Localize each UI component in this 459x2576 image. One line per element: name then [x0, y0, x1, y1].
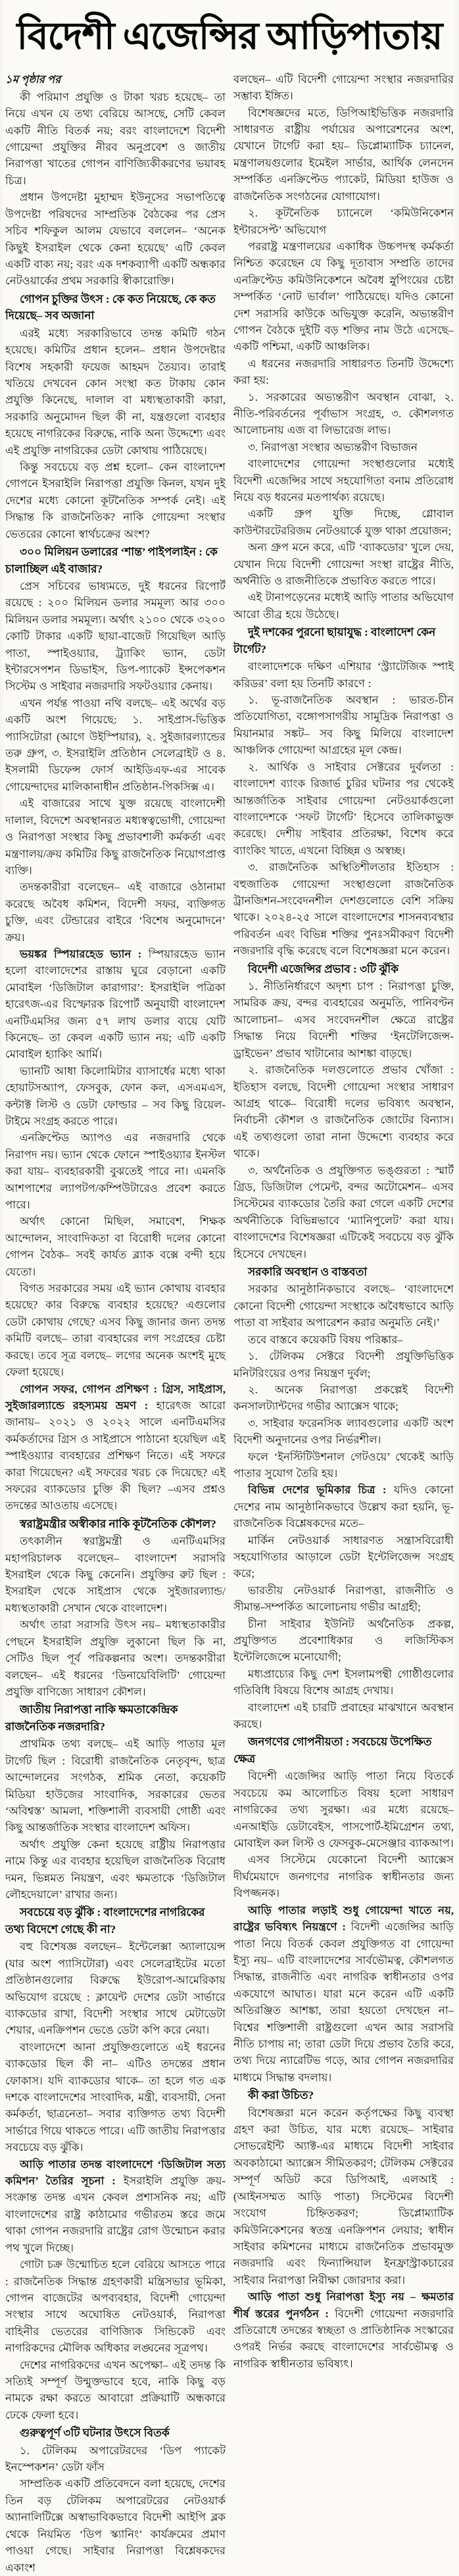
paragraph: ফলে ‘ইনস্টিটিউশনাল গেটওয়ে’ থেকেই আড়ি পাতার সুযোগ তৈরি হয়।: [233, 1450, 454, 1480]
paragraph: ২. রাজনৈতিক দলগুলোতে প্রভাব খোঁজা : ইতিহাস বলছে, বিদেশী গোয়েন্দা সংস্থার সাধারণ আগ্রহ থাকে– বিরোধী দলের ভবিষ্যৎ অবস্থান, নির্বাচনী কৌশল ও রাজনৈতিক জোটের বিন্যাস। এই তথ্যগুলো তারা নানা উদ্দেশ্যে ব্যবহার করে থাকে।: [233, 1064, 454, 1160]
paragraph: পররাষ্ট্র মন্ত্রণালয়ের একাধিক উচ্চপদস্থ কর্মকর্তা নিশ্চিত করেছেন যে কিছু দূতাবাস সম্প্রতি তাদের এনক্রিপ্টেড কমিউনিকেশনে অবৈধ স্নুপিংয়ের চেষ্টা সম্পর্কিত ‘নোট ভার্বাল’ পাঠিয়েছে। যদিও কোনো দেশ সরাসরি কাউকে অভিযুক্ত করেনি, অভ্যন্তরীণ গোপন বৈঠকে দুইটি বড় শক্তির নাম উঠে এসেছে– একটি পশ্চিমা, একটি আঞ্চলিক।: [233, 240, 454, 353]
paragraph: ভারতীয় নেটওয়ার্ক নিরাপত্তা, রাজনীতি ও সীমান্ত-সম্পর্কিত আলোচনায় গভীর আগ্রহী;: [233, 1584, 454, 1614]
paragraph: [233, 1902, 454, 2086]
run-in-head: বিভিন্ন দেশের ভূমিকার চিত্র :: [248, 1483, 394, 1497]
masthead: [0, 0, 459, 66]
paragraph: বিশেষজ্ঞদের মতে, ডিপিআইভিত্তিক নজরদারি সাধারণত রাষ্ট্রীয় পর্যায়ের অপারেশনের অংশ, যেখানে টার্গেট করা হয়– ডিপ্লোম্যাটিক চ্যানেল, মন্ত্রণালয়গুলোর ইমেইল সার্ভার, আর্থিক লেনদেন সম্পর্কিত এনক্রিপ্টেড প্যাকেট, মিডিয়া হাউজ ও রাজনৈতিক সংগঠনের যোগাযোগ।: [233, 106, 454, 203]
paragraph: সাম্প্রতিক একটি প্রতিবেদনে বলা হয়েছে, দেশের তিন বড় টেলিকম অপারেটরের নেটওয়ার্ক অ্যানালিটিক্সে অস্বাভাবিকভাবে বিদেশী আইপি ব্লক থেকে নিয়মিত ‘ডিপ স্ক্যানিং’ কার্যক্রমের প্রমাণ পাওয়া গেছে। সাইবার নিরাপত্তা বিশ্লেষকদের একাংশ: [5, 2477, 226, 2574]
paragraph: ১. টেলিকম সেক্টরে বিদেশী প্রযুক্তিভিত্তিক মনিটরিংয়ের ওপর নিয়ন্ত্রণ দুর্বল;: [233, 1350, 454, 1379]
section-subheading: গোপন চুক্তির উৎস : কে কত নিয়েছে, কে কত দিয়েছে– সব অজানা: [5, 292, 216, 322]
column-right: [233, 71, 454, 2372]
run-in-head: আড়ি পাতার লড়াই শুধু গোয়েন্দা খাতে নয়, রাষ্ট্রের ভবিষ্যৎ নিয়ন্ত্রণে :: [233, 1903, 454, 1934]
paragraph: দেশের নাগরিকদের এখন অপেক্ষা– এই তদন্ত কি সত্যিই সম্পূর্ণ উন্মুক্তভাবে হবে, নাকি কিছু বড় নামকে রক্ষা করতে আবারো প্রক্রিয়াটি অন্ধকারে ঢেকে ফেলা হবে।: [5, 2358, 226, 2421]
paragraph-text: ইসরাইলি প্রযুক্তি ক্রয়-সংক্রান্ত তদন্ত এখন কেবল প্রশাসনিক নয়; এটি বাংলাদেশের রাষ্ট্র কাঠামোর গভীরতম স্তরে জমে থাকা গোপন নজরদারি রাষ্ট্রের রোগ উন্মোচন করার পথ খুলে দিচ্ছে।: [5, 2175, 226, 2254]
paragraph: অর্থাৎ তারা সরাসরি উৎস নয়– মধ্যস্থতাকারীর পেছনে ইসরাইলি প্রযুক্তি লুকানো ছিল কি না, সেটিও ছিল পূর্ব পরিকল্পনার অংশ। তদন্তকারীরা বলছেন– এই ধরনের ‘ডিনায়েবিলিটি’ গোয়েন্দা প্রযুক্তি বাণিজ্যে সাধারণ কৌশল।: [5, 1618, 226, 1698]
paragraph: তৎকালীন স্বরাষ্ট্রমন্ত্রী ও এনটিএমসির মহাপরিচালক বলেছেন– বাংলাদেশ সরাসরি ইসরাইল থেকে কিছু কেনেনি। প্রযুক্তির রুট ছিল : ইসরাইল থেকে সাইপ্রাস থেকে সুইজারল্যান্ড/মধ্যস্থতাকারী সেখান থেকে বাংলাদেশ।: [5, 1535, 226, 1614]
paragraph: মধ্যপ্রাচ্যের কিছু দেশ ইসলামপন্থী গোষ্ঠীগুলোর গতিবিধি বিষয়ে বিশেষ আগ্রহ দেখায়।: [233, 1667, 454, 1697]
paragraph-text: বিদেশী এজেন্সির আড়ি পাতা নিয়ে বিতর্ক কেবল প্রযুক্তিগত বা গোয়েন্দা ইস্যু নয়– এটি বাংলাদেশের সার্বভৌমত্ব, কৌশলগত সিদ্ধান্ত, রাজনীতি এবং নাগরিক স্বাধীনতার ওপর একযোগে আঘাত। যারা মনে করেন এটি একটি অতিরঞ্জিত আশঙ্কা, তারা হয়তো দেখছেন না– বিশ্বের শক্তিশালী রাষ্ট্রগুলো এখন আর সরাসরি নীতি চাপায় না; তারা ডেটা দিয়ে প্রভাব তৈরি করে, তথ্য দিয়ে ন্যারেটিভ গড়ে, আর গোপন নজরদারির মাধ্যমে সিদ্ধান্ত বদলায়।: [233, 1920, 454, 2084]
paragraph-text: বিদেশী গোয়েন্দা নজরদারি প্রতিরোধে তদন্তের স্বচ্ছতা ও প্রাতিষ্ঠানিক সংস্কারের ওপরই নির্ভর করছে বাংলাদেশের সার্বভৌমত্ব ও নাগরিক স্বাধীনতার ভবিষ্যৎ।: [233, 2307, 454, 2370]
paragraph: ৩. সাইবার ফরেনসিক ল্যাবগুলোর একটি অংশ বিদেশী অনুদানের ওপর নির্ভরশীল।: [233, 1416, 454, 1447]
section-subheading: বিদেশী এজেন্সির প্রভাব : ৩টি ঝুঁকি: [248, 962, 399, 975]
paragraph: [5, 946, 226, 1063]
section-subheading: কী করা উচিত?: [248, 2089, 314, 2102]
paragraph: গোটা চক্র উন্মোচিত হলে বেরিয়ে আসতে পারে : রাজনৈতিক সিদ্ধান্ত গ্রহণকারী মন্ত্রিসভার ভূমিকা, গোপন বাজেটের অপব্যবহার, বিদেশী গোয়েন্দা সংস্থার সাথে অঘোষিত নেটওয়ার্ক, নিরাপত্তা বাহিনীর ভেতরের বাণিজ্যিক সিন্ডিকেট এবং নাগরিকদের মৌলিক অধিকার লঙ্ঘনের সূত্রপথ।: [5, 2258, 226, 2355]
paragraph: এসব সিস্টেমে যেকোনো বিদেশী অ্যাক্সেস দীর্ঘমেয়াদে জনগণের নাগরিক স্বাধীনতার জন্য বিপজ্জনক।: [233, 1853, 454, 1900]
paragraph: বিদেশী এজেন্সির আড়ি পাতা নিয়ে বিতর্কে সবচেয়ে কম আলোচিত বিষয় হলো সাধারণ নাগরিকের তথ্য সুরক্ষা। এর মধ্যে রয়েছে– এনআইডি ডেটাবেইস, পাসপোর্ট-ইমিগ্রেশন তথ্য, মোবাইল কল লিস্ট ও ফেসবুক-মেসেঞ্জার ব্যাকআপ।: [233, 1770, 454, 1850]
paragraph: কী পরিমাণ প্রযুক্তি ও টাকা খরচ হয়েছে– তা নিয়ে এখন যে তথ্য বেরিয়ে আসছে, সেটি কেবল একটি নীতি বিতর্ক নয়; বরং বাংলাদেশে বিদেশী গোয়েন্দা প্রযুক্তির নীরব অনুপ্রবেশ ও জাতীয় নিরাপত্তা খাতের গোপন বাণিজ্যিকীকরণের ভয়াবহ চিত্র।: [5, 90, 226, 187]
paragraph: ২. আর্থিক ও সাইবার সেক্টরের দুর্বলতা : বাংলাদেশ ব্যাংক রিজার্ভ চুরির ঘটনার পর থেকেই আন্তর্জাতিক সাইবার গোয়েন্দা নেটওয়ার্কগুলো বাংলাদেশকে ‘সফট টার্গেট’ হিসেবে তালিকাভুক্ত করেছে। দেশীয় সাইবার প্রতিরক্ষা, বিশেষ করে ব্যাংকিং খাতে, এখনো বিচ্ছিন্ন ও অস্বচ্ছ।: [233, 760, 454, 857]
paragraph: বহু বিশেষজ্ঞ বলছেন– ইন্টেলেক্সা অ্যালায়েন্স (যার অংশ প্যাসিটোরা) এবং সেলেব্রাইটের মতো প্রতিষ্ঠানগুলোর বিরুদ্ধে ইউরোপ-আমেরিকায় অভিযোগ রয়েছে : ক্লায়েন্ট দেশের ডেটা সার্ভারে ব্যাকডোর রাখা, বিদেশী সংস্থার সাথে মেটাডেটা শেয়ার, এনক্রিপশন ভেঙে ডেটা কপি করে নেয়া।: [5, 1940, 226, 2037]
paragraph: এই বাজারের সাথে যুক্ত রয়েছে বাংলাদেশী দালাল, বিদেশে অবস্থানরত মধ্যস্বত্বভোগী, গোয়েন্দা ও নিরাপত্তা সংস্থার কিছু প্রভাবশালী কর্মকর্তা এবং মন্ত্রণালয়/ক্রয় কমিটির কিছু রাজনৈতিক নিয়োগপ্রাপ্ত ব্যক্তি।: [5, 797, 226, 877]
paragraph: এনক্রিপ্টেড অ্যাপও এর নজরদারি থেকে নিরাপদ নয়। ভ্যান থেকে ফোনে স্পাইওয়্যার ইনস্টল করা যায়– ব্যবহারকারী বুঝতেই পারে না। এমনকি আশপাশের ল্যাপটপ/কম্পিউটারেও প্রবেশ করতে পারে।: [5, 1131, 226, 1212]
paragraph: প্রাথমিক তথ্য বলছে– এই আড়ি পাতার মূল টার্গেট ছিল : বিরোধী রাজনৈতিক নেতৃবৃন্দ, ছাত্র আন্দোলনের সংগঠক, শ্রমিক নেতা, কয়েকটি মিডিয়া হাউজের সাংবাদিক, সরকারের ভেতর ‘অবিশ্বস্ত’ আমলা, শক্তিশালী ব্যবসায়ী গোষ্ঠী এবং কিছু আন্তর্জাতিক সংস্থার বাংলাদেশ অফিস।: [5, 1738, 226, 1834]
continued-from-note: ১ম পৃষ্ঠার পর: [5, 72, 61, 86]
paragraph: বিগত সরকারের সময় এই ভ্যান কোথায় ব্যবহার হয়েছে? কার বিরুদ্ধে ব্যবহার হয়েছে? এগুলোর ডেটা কোথায় গেছে? এসব কিছু জানার জন্য তদন্ত কমিটি বলছে– তারা ব্যবহারের লগ সংগ্রহের চেষ্টা করছে। তবে সূত্র বলছে– লগের অনেক অংশই মুছে ফেলা হয়েছে।: [5, 1282, 226, 1379]
paragraph: তদন্তকারীরা বলেছেন– এই বাজারে ওঠানামা করেছে অবৈধ কমিশন, বিদেশী সফর, ব্যক্তিগত চুক্তি, এবং টেন্ডারের বাইরে ‘বিশেষ অনুমোদনে’ ক্রয়।: [5, 881, 226, 944]
article-body: [0, 66, 459, 2576]
paragraph: অন্য গ্রুপ মনে করে, এটি ‘ব্যাকডোর’ খুলে দেয়, যেখান দিয়ে বিদেশী গোয়েন্দা সংস্থা রাষ্ট্রের নীতি, অর্থনীতি ও রাজনীতিকে প্রভাবিত করতে পারে।: [233, 541, 454, 588]
paragraph: ৩. অর্থনৈতিক ও প্রযুক্তিগত ভঙ্গুরতা : স্মার্ট গ্রিড, ডিজিটাল পেমেন্ট, বন্দর অটোমেশন– এসব সিস্টেমের ব্যাকডোর তৈরি করা গেলে একটি দেশের অর্থনীতিকে বিভিন্নভাবে ‘ম্যানিপুলেট’ করা যায়। বাংলাদেশের বিশেষজ্ঞরা এটিকেই সবচেয়ে বড় ঝুঁকি হিসেবে দেখছেন।: [233, 1164, 454, 1260]
section-subheading: গুরুত্বপূর্ণ ৩টি ঘটনার উৎসে বিতর্ক: [20, 2427, 170, 2440]
paragraph: [5, 1381, 226, 1514]
section-subheading: সবচেয়ে বড় ঝুঁকি : বাংলাদেশের নাগরিকের তথ্য বিদেশে গেছে কী না?: [5, 1906, 205, 1936]
paragraph-text: স্পিয়ারহেড ভ্যান হলো বাংলাদেশের রাস্তায় ঘুরে বেড়ানো একটি মোবাইল ‘ডিজিটাল কারাগার’: ইসরাইলি পত্রিকা হারেৎজ-এর বিস্ফোরক রিপোর্ট অনুযায়ী বাংলাদেশ এনটিএমসির জন্য ৫৭ লাখ ডলার ব্যয়ে যেটি কিনেছে– তা কেবল একটি ভ্যান নয়; এটি একটি মোবাইল হ্যাকিং আর্মি।: [5, 947, 226, 1061]
paragraph: ২. অনেক নিরাপত্তা প্রকল্পেই বিদেশী কনসালট্যান্টদের গভীর অ্যাক্সেস থাকে;: [233, 1383, 454, 1413]
run-in-head: ভয়ঙ্কর স্পিয়ারহেড ভ্যান :: [20, 947, 149, 960]
paragraph: এই টানাপড়েনের মধ্যেই আড়ি পাতার অভিযোগ আরো তীব্র হয়ে উঠেছে।: [233, 591, 454, 621]
run-in-head: গোপন সফর, গোপন প্রশিক্ষণ : গ্রিস, সাইপ্রাস, সুইজারল্যান্ডে রহস্যময় ভ্রমণ :: [5, 1382, 226, 1412]
paragraph: বাংলাদেশে আনা প্রযুক্তিগুলোতে এই ধরনের ব্যাকডোর ছিল কী না– এটিও তদন্তের প্রধান ফোকাস। যদি ব্যাকডোর থাকে– তা হলে গত এক দশকে বাংলাদেশের সাংবাদিক, মন্ত্রী, ব্যবসায়ী, সেনা কর্মকর্তা, ছাত্রনেতা– সবার ব্যক্তিগত তথ্য বিদেশী সার্ভারে গিয়ে থাকতে পারে। এটি জাতীয় নিরাপত্তার সবচেয়ে বড় ঝুঁকি।: [5, 2040, 226, 2154]
section-subheading: স্বরাষ্ট্রমন্ত্রীর অস্বীকার নাকি কূটনৈতিক কৌশল?: [20, 1517, 216, 1530]
article-title: বিদেশী এজেন্সির আড়িপাতায়: [16, 16, 443, 57]
paragraph: একটি গ্রুপ যুক্তি দিচ্ছে, গ্লোবাল কাউন্টারটেররিজম নেটওয়ার্কে যুক্ত থাকা প্রয়োজন;: [233, 507, 454, 537]
paragraph: [5, 2156, 226, 2256]
paragraph: কিন্তু সবচেয়ে বড় প্রশ্ন হলো– কেন বাংলাদেশ গোপনে ইসরাইলি নিরাপত্তা প্রযুক্তি কিনল, যখন দুই দেশের মধ্যে কোনো কূটনৈতিক সম্পর্ক নেই। এই সিদ্ধান্ত কি রাজনৈতিক? নাকি গোয়েন্দা সংস্থার ভেতরের কোনো স্বার্থচক্রের অংশ?: [5, 460, 226, 540]
paragraph: ১. সরকারের অভ্যন্তরীণ অবস্থান বোঝা, ২. নীতি-পরিবর্তনের পূর্বাভাস সংগ্রহ, ৩. কৌশলগত আলোচনায় এজ বা লিভারেজ লাভ।: [233, 390, 454, 437]
paragraph: অর্থাৎ প্রযুক্তি কেনা হয়েছে রাষ্ট্রীয় নিরাপত্তার নামে কিন্তু এর ব্যবহার হয়েছিল রাজনৈতিক বিরোধ দমন, ভিন্নমত নিয়ন্ত্রণ, এবং ক্ষমতাকে ‘ডিজিটাল লৌহদেয়ালে’ রাখার জন্য।: [5, 1838, 226, 1901]
column-left: [5, 71, 226, 2576]
paragraph-text: যদিও কোনো দেশের নাম আনুষ্ঠানিকভাবে উল্লেখ করা হয়নি, ভূ-রাজনৈতিক বিশ্লেষকদের মতে–: [233, 1483, 454, 1530]
section-subheading: জনগণের গোপনীয়তা : সবচেয়ে উপেক্ষিত ক্ষেত্র: [233, 1736, 432, 1765]
paragraph: বাংলাদেশ এই চারটি প্রবাহের মাঝখানে অবস্থান করছে।: [233, 1701, 454, 1731]
paragraph: ৩. রাজনৈতিক অস্থিতিশীলতার ইতিহাস : বহুজাতিক গোয়েন্দা সংস্থাগুলো রাজনৈতিক ট্রানজিশন-সংবেদনশীল দেশগুলোতে বেশি সক্রিয় থাকে। ২০২৪-২৫ সালে বাংলাদেশের শাসনব্যবস্থার পরিবর্তন এবং বিভিন্ন শক্তির পুনঃসমীকরণ বিদেশী নজরদারি বৃদ্ধি করেছে বলে বিশেষজ্ঞরা মনে করেন।: [233, 861, 454, 958]
section-subheading: দুই দশকের পুরনো ছায়াযুদ্ধ : বাংলাদেশ কেন টার্গেট?: [233, 626, 436, 656]
paragraph: অর্থাৎ কোনো মিছিল, সমাবেশ, শিক্ষক আন্দোলন, সাংবাদিকতা বা বিরোধী দলের কোনো গোপন বৈঠক– সবই কার্যত ব্ল্যাক বক্সে বন্দী হয়ে যেতো।: [5, 1215, 226, 1278]
paragraph: বাংলাদেশকে দক্ষিণ এশিয়ার ‘স্ট্র্যাটেজিক স্পাই করিডর’ বলা হয় তিনটি কারণে :: [233, 660, 454, 690]
paragraph: ২. কূটনৈতিক চ্যানেলে ‘কমিউনিকেশন ইন্টারসেপ্ট’ অভিযোগ: [233, 207, 454, 236]
paragraph: ভ্যানটি আধা কিলোমিটার ব্যাসার্ধের মধ্যে থাকা হোয়াটসঅ্যাপ, ফেসবুক, ফোন কল, এসএমএস, কন্টাক্ট লিস্ট ও ডেটা ফোল্ডার – সব কিছু রিয়েল-টাইমে সংগ্রহ করতে পারে।: [5, 1064, 226, 1127]
paragraph: এরই মধ্যে সরকারিভাবে তদন্ত কমিটি গঠন হয়েছে। কমিটির প্রধান হলেন– প্রধান উপদেষ্টার বিশেষ সহকারী ফয়েজ আহমদ তৈয়্যব। তারাই খতিয়ে দেখবেন কোন সংস্থা কত টাকায় কোন প্রযুক্তি কিনেছে, দালাল বা মধ্যস্থতাকারী কারা, সরকারি অনুমোদন ছিল কী না, যন্ত্রগুলো ব্যবহার হয়েছে নাগরিকের বিরুদ্ধে, নাকি অন্য উদ্দেশ্যে এবং এই প্রযুক্তি নাগরিকের ডেটা কোথায় পাঠিয়েছে।: [5, 326, 226, 457]
paragraph: ১. ভূ-রাজনৈতিক অবস্থান : ভারত-চীন প্রতিযোগিতা, বঙ্গোপসাগরীয় সামুদ্রিক নিরাপত্তা ও মিয়ানমার সঙ্কট– সব কিছু মিলিয়ে বাংলাদেশ আঞ্চলিক গোয়েন্দা আগ্রহের মূল কেন্দ্র।: [233, 694, 454, 757]
paragraph: এখন পর্যন্ত পাওয়া নথি বলছে– এই অর্থের বড় একটি অংশ গিয়েছে: ১. সাইপ্রাস-ভিত্তিক প্যাসিটোরা (আগে উইস্পিয়ার), ২. সুইজারল্যান্ডের তরু গ্রুপ, ৩. ইসরাইলি প্রতিষ্ঠান সেলেব্রাইট ও ৪. ইসলামী ডিফেন্স ফোর্স আইডিএফ-এর সাবেক গোয়েন্দাদের মালিকানাধীন প্রতিষ্ঠান-পিকসিক্স এ।: [5, 696, 226, 793]
section-subheading: ৩০০ মিলিয়ন ডলারের ‘শান্ত’ পাইপলাইন : কে চালাচ্ছিল এই বাজার?: [5, 546, 218, 575]
paragraph: মার্কিন নেটওয়ার্ক সাধারণত সন্ত্রাসবিরোধী সহযোগিতার আড়ালে ডেটা ইন্টেলিজেন্স সংগ্রহ করে;: [233, 1533, 454, 1580]
paragraph: ৩. নিরাপত্তা সংস্থার অভ্যন্তরীণ বিভাজন: [248, 440, 418, 453]
paragraph: ১. টেলিকম অপারেটরদের ‘ডিপ প্যাকেট ইনস্পেকশন’ ডেটা ফাঁস: [5, 2444, 226, 2474]
paragraph-text: হারেৎজ আরো জানায়– ২০২১ ও ২০২২ সালে এনটিএমসির কর্মকর্তাদের গ্রিস ও সাইপ্রাসে পাঠানো হয়েছিল এই স্পাইওয়্যার ব্যবহারের প্রশিক্ষণ নিতে। এই সফরে কারা গিয়েছেন? এই সফরের খরচ কে দিয়েছে? এই সফরের ব্যাকডোর চুক্তি কী ছিল? –এসব প্রশ্নও তদন্তের আওতায় এসেছে।: [5, 1399, 226, 1512]
paragraph: বলছেন– এটি বিদেশী গোয়েন্দা সংস্থার নজরদারির সম্ভাব্য ইঙ্গিত।: [233, 72, 454, 103]
paragraph: [233, 2288, 454, 2372]
paragraph: এ ধরনের নজরদারি সাধারণত তিনটি উদ্দেশ্যে করা হয়:: [233, 357, 454, 387]
paragraph: ১. নীতিনির্ধারণে অদৃশ্য চাপ : নিরাপত্তা চুক্তি, সামরিক ক্রয়, বন্দর ব্যবহারের অনুমতি, পানিবণ্টন আলোচনা– এসব সংবেদনশীল ক্ষেত্রে রাষ্ট্রের সিদ্ধান্ত নিয়ে বিদেশী শক্তির ‘ইনটেলিজেন্স-ড্রাইভেন’ প্রভাব খাটানোর আশঙ্কা বাড়ছে।: [233, 980, 454, 1060]
paragraph: [233, 1481, 454, 1532]
run-in-head: আড়ি পাতা শুধু নিরাপত্তা ইস্যু নয় – ক্ষমতার শীর্ষ স্তরের পুনর্গঠন :: [233, 2290, 454, 2320]
paragraph: প্রধান উপদেষ্টা মুহাম্মদ ইউনূসের সভাপতিত্বে উপদেষ্টা পরিষদের সাম্প্রতিক বৈঠকের পর প্রেস সচিব শফিকুল আলম যেভাবে বললেন– ‘অনেক কিছুই ইসরাইল থেকে কেনা হয়েছে’ এটি কেবল একটি বাক্য নয়; বরং এক দশকব্যাপী একটি অন্ধকার নেটওয়ার্কের প্রথম সরকারি স্বীকারোক্তি।: [5, 191, 226, 288]
paragraph: বাংলাদেশের গোয়েন্দা সংস্থাগুলোর মধ্যেই বিদেশী এজেন্সির সাথে সহযোগিতা বনাম প্রতিরোধ নিয়ে বড় ধরনের মতপার্থক্য রয়েছে।: [233, 457, 454, 503]
paragraph: প্রেস সচিবের ভাষ্যমতে, দুই ধরনের রিপোর্ট রয়েছে : ২০০ মিলিয়ন ডলার সমমূল্য আর ৩০০ মিলিয়ন ডলার সমমূল্য। অর্থাৎ ২১০০ থেকে ৩২০০ কোটি টাকার একটি ছায়া-বাজেট গিয়েছিল আড়ি পাতা, স্পাইওয়্যার, ট্র্যাকিং ভ্যান, ডেটা ইন্টারসেপশন ডিভাইস, ডিপ-প্যাকেট ইন্সপেকশন সিস্টেম ও সাইবার নজরদারি সফটওয়্যার কেনায়।: [5, 580, 226, 693]
run-in-head: আড়ি পাতার তদন্ত বাংলাদেশে ‘ডিজিটাল সত্য কমিশন’ তৈরির সূচনা :: [5, 2157, 226, 2188]
section-subheading: জাতীয় নিরাপত্তা নাকি ক্ষমতাকেন্দ্রিক রাজনৈতিক নজরদারি?: [5, 1703, 178, 1733]
paragraph: বিশেষজ্ঞরা মনে করেন কর্তৃপক্ষের কিছু ব্যবস্থা গ্রহণ করা উচিত, যার মধ্যে রয়েছে– সাইবার সোভরেইন্টি অ্যাক্ট-এর মাধ্যমে বিদেশী সাইবার অবকাঠামো অ্যাক্সেস সীমিতকরণ; টেলিকম সেক্টরের সম্পূর্ণ অডিট করে ডিপিআই, এলআই : (আইনসম্মত আড়ি পাতা) সিস্টেমের বিদেশী সংযোগ চিহ্নিতকরণ; ডিপ্লোম্যাটিক কমিউনিকেশনের স্বতন্ত্র এনক্রিপশন লেয়ার; স্বাধীন সাইবার কমিশনের মাধ্যমে রাজনৈতিক প্রভাবমুক্ত নজরদারি এবং ফিন্যান্সিয়াল ইনফ্রাস্ট্রাকচারের সাইবার নিরাপত্তা নিরীক্ষা জোরদার করা।: [233, 2106, 454, 2286]
paragraph: তবে বাস্তবে কয়েকটি বিষয় পরিষ্কার–: [248, 1333, 403, 1346]
section-subheading: সরকারি অবস্থান ও বাস্তবতা: [248, 1265, 368, 1278]
paragraph: চীনা সাইবার ইউনিট অর্থনৈতিক প্রকল্প, প্রযুক্তিগত প্রবেশাধিকার ও লজিস্টিকস ইন্টেলিজেন্সে মনোযোগী;: [233, 1617, 454, 1664]
paragraph: সরকার আনুষ্ঠানিকভাবে বলছে– ‘বাংলাদেশে কোনো বিদেশী গোয়েন্দা সংস্থাকে অবৈধভাবে আড়ি পাতা বা সাইবার অপারেশন করার অনুমতি নেই।’: [233, 1283, 454, 1329]
